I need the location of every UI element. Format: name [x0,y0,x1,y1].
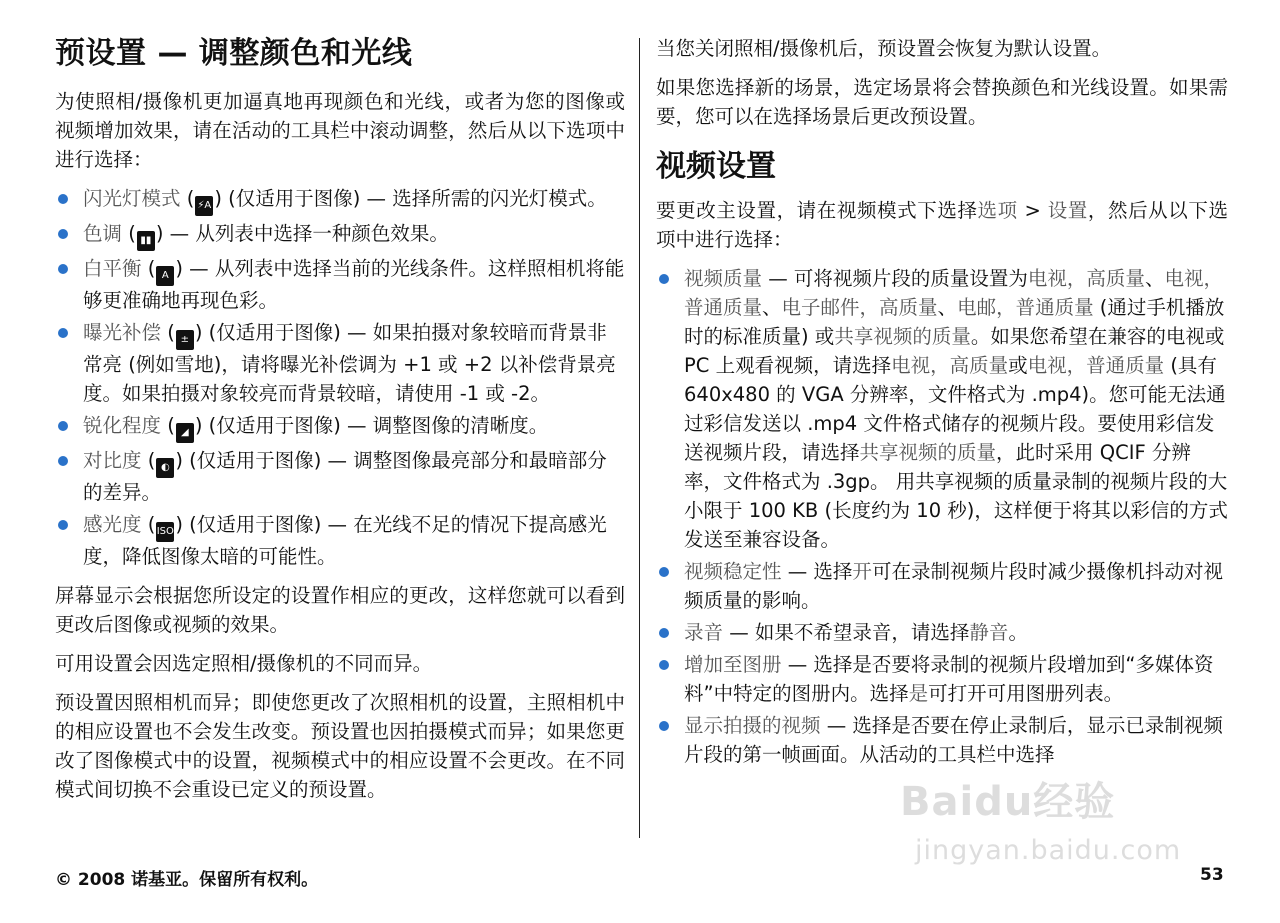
list-item-audio-recording: 录音 — 如果不希望录音，请选择静音。 [656,618,1228,647]
preset-icon: ▮▮ [137,231,155,251]
list-item-preset: 色调 ( ▮▮ ) — 从列表中选择一种颜色效果。 [55,219,625,251]
section-title-presets: 预设置 — 调整颜色和光线 [55,36,413,71]
list-item-preset: 白平衡 ( A ) — 从列表中选择当前的光线条件。这样照相机将能够更准确地再现色彩。 [55,254,625,315]
preset-term: 锐化程度 [83,413,162,437]
preset-icon: ± [176,330,194,350]
preset-description: (仅适用于图像) — 在光线不足的情况下提高感光度，降低图像太暗的可能性。 [83,512,607,568]
preset-description: (仅适用于图像) — 如果拍摄对象较暗而背景非常亮 (例如雪地)，请将曝光补偿调为 +1 或 +2 以补偿背景亮度。如果拍摄对象较亮而背景较暗，请使用 -1 或 -2。 [83,320,616,405]
footer-copyright: © 2008 诺基亚。保留所有权利。 [55,870,319,890]
section-title-video-settings: 视频设置 [656,149,776,184]
preset-description: (仅适用于图像) — 选择所需的闪光灯模式。 [221,186,607,210]
preset-icon: A [156,266,174,286]
list-item-preset: 对比度 ( ◐ ) (仅适用于图像) — 调整图像最亮部分和最暗部分的差异。 [55,446,625,507]
video-settings-intro: 要更改主设置，请在视频模式下选择选项 > 设置，然后从以下选项中进行选择： [656,198,1228,251]
preset-term: 色调 [83,221,123,245]
preset-term: 曝光补偿 [83,320,162,344]
preset-icon: ◢ [176,423,194,443]
preset-term: 白平衡 [83,256,142,280]
column-divider [639,38,640,838]
preset-term: 对比度 [83,448,142,472]
presets-list [55,184,625,571]
options-link: 选项 [977,198,1018,222]
preset-icon: ⚡A [195,196,213,216]
list-item-add-to-album: 增加至图册 — 选择是否要将录制的视频片段增加到“多媒体资料”中特定的图册内。选择是可打开可用图册列表。 [656,650,1228,708]
preset-description: (仅适用于图像) — 调整图像的清晰度。 [202,413,549,437]
list-item-video-stabilization: 视频稳定性 — 选择开可在录制视频片段时减少摄像机抖动对视频质量的影响。 [656,557,1228,615]
preset-description: — 从列表中选择一种颜色效果。 [163,221,449,245]
list-item-show-captured-video: 显示拍摄的视频 — 选择是否要在停止录制后，显示已录制视频片段的第一帧画面。从活动的工具栏中选择 [656,711,1228,769]
preset-description: — 从列表中选择当前的光线条件。这样照相机将能够更准确地再现色彩。 [83,256,625,312]
list-item-preset: 感光度 (ISO) (仅适用于图像) — 在光线不足的情况下提高感光度，降低图像太暗的可能性。 [55,510,625,571]
watermark-url: jingyan.baidu.com [915,835,1182,866]
presets-para-2: 可用设置会因选定照相/摄像机的不同而异。 [55,651,433,675]
presets-reset-note: 当您关闭照相/摄像机后，预设置会恢复为默认设置。 [656,37,1112,60]
list-item-preset: 闪光灯模式 ( ⚡A ) (仅适用于图像) — 选择所需的闪光灯模式。 [55,184,625,216]
preset-icon: ISO [156,522,174,542]
list-item-video-quality: 视频质量 — 可将视频片段的质量设置为电视，高质量、电视，普通质量、电子邮件，高质量、电邮，普通质量 (通过手机播放时的标准质量) 或共享视频的质量。如果您希望在兼容的电视或 PC 上观看视频，请选择电视，高质量或电视，普通质量 (具有 640x480 的 VGA 分辨率，文件格式为 .mp4)。您可能无法通过彩信发送以 .mp4 文件格式储存的视频片段。要使用彩信发送视频片段，请选择共享视频的质量，此时采用 QCIF 分辨率，文件格式为 .3gp。 用共享视频的质量录制的视频片段的大小限于 100 KB (长度约为 10 秒)，这样便于将其以彩信的方式发送至兼容设备。 [656,264,1228,554]
page-number: 53 [1200,865,1224,885]
scene-note: 如果您选择新的场景，选定场景将会替换颜色和光线设置。如果需要，您可以在选择场景后更改预设置。 [656,76,1228,128]
settings-link: 设置 [1047,198,1088,222]
preset-term: 闪光灯模式 [83,186,181,210]
presets-intro: 为使照相/摄像机更加逼真地再现颜色和光线，或者为您的图像或视频增加效果，请在活动的工具栏中滚动调整，然后从以下选项中进行选择： [55,89,625,171]
list-item-preset: 锐化程度 ( ◢ ) (仅适用于图像) — 调整图像的清晰度。 [55,411,625,443]
presets-para-3: 预设置因照相机而异；即使您更改了次照相机的设置，主照相机中的相应设置也不会发生改变。预设置也因拍摄模式而异；如果您更改了图像模式中的设置，视频模式中的相应设置不会更改。在不同模式间切换不会重设已定义的预设置。 [55,690,625,801]
preset-icon: ◐ [156,458,174,478]
preset-term: 感光度 [83,512,142,536]
watermark-logo: Baidu经验 [900,779,1116,825]
left-column [55,34,625,814]
list-item-preset: 曝光补偿 ( ± ) (仅适用于图像) — 如果拍摄对象较暗而背景非常亮 (例如雪地)，请将曝光补偿调为 +1 或 +2 以补偿背景亮度。如果拍摄对象较亮而背景较暗，请使用 -1 或 -2。 [55,318,625,408]
right-column [656,34,1228,779]
presets-para-1: 屏幕显示会根据您所设定的设置作相应的更改，这样您就可以看到更改后图像或视频的效果。 [55,583,625,636]
preset-description: (仅适用于图像) — 调整图像最亮部分和最暗部分的差异。 [83,448,607,504]
video-settings-list [656,264,1228,769]
